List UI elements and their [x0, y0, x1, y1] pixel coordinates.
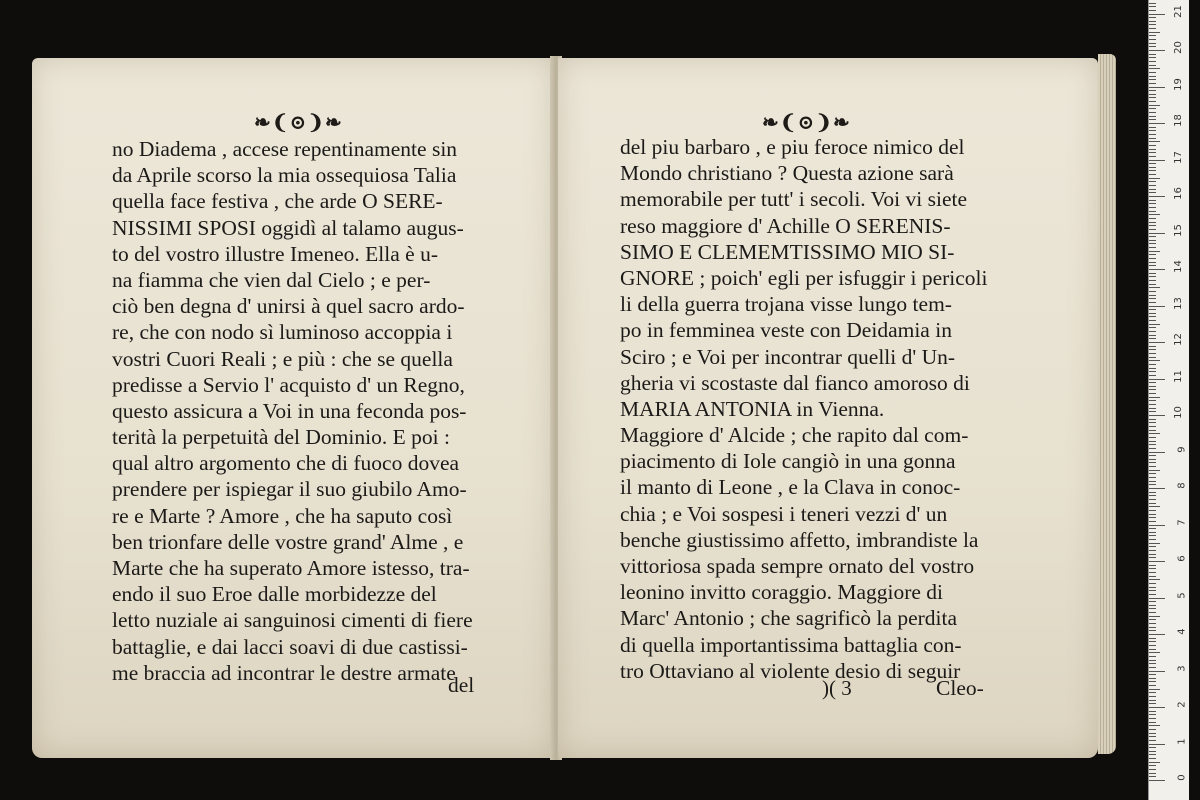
ruler-tick	[1149, 138, 1156, 139]
ruler-tick	[1149, 576, 1156, 577]
ruler-mark-label: 7	[1176, 518, 1188, 526]
ruler-tick	[1149, 473, 1156, 474]
ruler-tick	[1149, 43, 1156, 44]
text-line: Mondo christiano ? Questa azione sarà	[620, 161, 954, 186]
ruler-tick	[1149, 320, 1156, 321]
ruler-tick	[1149, 733, 1156, 734]
ruler-tick	[1149, 696, 1156, 697]
ruler-tick	[1149, 430, 1156, 431]
ruler-mark-label: 6	[1176, 555, 1188, 562]
ruler-tick	[1149, 448, 1156, 449]
ruler-tick	[1149, 754, 1156, 755]
text-line: ciò ben degna d' unirsi à quel sacro ardo-	[112, 294, 465, 319]
ruler-tick	[1149, 247, 1156, 248]
ruler-tick	[1149, 262, 1156, 263]
ruler-tick	[1149, 6, 1156, 7]
ruler-tick	[1149, 619, 1156, 620]
ruler-mark-label: 2	[1176, 701, 1188, 708]
ruler-tick	[1149, 539, 1156, 540]
ruler-tick	[1149, 331, 1156, 332]
ruler-tick	[1149, 718, 1156, 719]
ruler-tick	[1149, 470, 1160, 471]
ruler-mark-label: 19	[1173, 77, 1185, 91]
ruler-tick	[1149, 203, 1156, 204]
ruler-tick	[1149, 623, 1156, 624]
ruler-mark-label: 21	[1173, 4, 1185, 18]
ruler-tick	[1149, 364, 1156, 365]
ruler-tick	[1149, 149, 1156, 150]
ruler-tick	[1149, 736, 1156, 737]
ruler-tick	[1149, 3, 1156, 4]
ruler-tick	[1149, 462, 1156, 463]
ruler-tick	[1149, 123, 1165, 124]
text-line: GNORE ; poich' egli per isfuggir i pericoli	[620, 265, 988, 290]
ruler-tick	[1149, 229, 1156, 230]
ruler-tick	[1149, 678, 1156, 679]
ruler-tick	[1149, 276, 1156, 277]
ruler-tick	[1149, 200, 1156, 201]
ruler-tick	[1149, 729, 1156, 730]
ruler-mark-label: 11	[1173, 369, 1185, 383]
text-line: questo assicura a Voi in una feconda pos-	[112, 398, 467, 423]
ruler-tick	[1149, 656, 1156, 657]
text-line: NISSIMI SPOSI oggidì al talamo augus-	[112, 215, 464, 240]
ruler-tick	[1149, 594, 1156, 595]
ruler-mark-label: 8	[1176, 482, 1188, 489]
ruler-tick	[1149, 546, 1156, 547]
measuring-ruler	[1148, 0, 1189, 800]
ruler-tick	[1149, 426, 1156, 427]
ruler-tick	[1149, 762, 1160, 763]
ruler-tick	[1149, 68, 1160, 69]
ruler-mark-label: 17	[1173, 150, 1185, 164]
left-header-ornament: ❧❨⊙❩❧	[254, 110, 343, 134]
ruler-tick	[1149, 517, 1156, 518]
ruler-tick	[1149, 601, 1156, 602]
ruler-tick	[1149, 170, 1156, 171]
ruler-tick	[1149, 525, 1165, 526]
ruler-mark-label: 18	[1173, 114, 1185, 127]
ruler-tick	[1149, 393, 1156, 394]
ruler-mark-label: 0	[1176, 774, 1188, 781]
ruler-tick	[1149, 408, 1156, 409]
ruler-tick	[1149, 645, 1156, 646]
ruler-tick	[1149, 152, 1156, 153]
ruler-tick	[1149, 225, 1156, 226]
ruler-tick	[1149, 90, 1156, 91]
signature-mark: )( 3	[822, 676, 852, 700]
ruler-tick	[1149, 181, 1156, 182]
ruler-tick	[1149, 163, 1156, 164]
ruler-tick	[1149, 189, 1156, 190]
ruler-tick	[1149, 211, 1156, 212]
ruler-mark-label: 16	[1173, 187, 1185, 200]
ruler-tick	[1149, 499, 1156, 500]
ruler-tick	[1149, 83, 1156, 84]
text-line: battaglie, e dai lacci soavi di due castissi-	[112, 634, 468, 659]
ruler-tick	[1149, 349, 1156, 350]
text-line: no Diadema , accese repentinamente sin	[112, 137, 458, 161]
text-line: reso maggiore d' Achille O SERENIS-	[620, 213, 951, 238]
ruler-tick	[1149, 652, 1160, 653]
ruler-tick	[1149, 316, 1156, 317]
text-line: Marte che ha superato Amore istesso, tra-	[112, 556, 470, 580]
ruler-mark-label: 1	[1176, 737, 1188, 745]
ruler-mark-label: 13	[1173, 296, 1185, 310]
text-line: to del vostro illustre Imeneo. Ella è u-	[112, 241, 438, 266]
ruler-mark-label: 10	[1173, 406, 1185, 419]
ruler-tick	[1149, 634, 1165, 635]
text-line: li della guerra trojana visse lungo tem-	[620, 292, 952, 317]
ruler-tick	[1149, 39, 1156, 40]
ruler-tick	[1149, 218, 1156, 219]
text-line: chia ; e Voi sospesi i teneri vezzi d' un	[620, 501, 948, 526]
ruler-mark-label: 9	[1176, 445, 1188, 453]
ruler-tick	[1149, 663, 1156, 664]
ruler-tick	[1149, 477, 1156, 478]
ruler-tick	[1149, 492, 1156, 493]
text-line: Sciro ; e Voi per incontrar quelli d' Un-	[620, 344, 956, 369]
text-line: SIMO E CLEMEMTISSIMO MIO SI-	[620, 239, 955, 264]
ruler-tick	[1149, 335, 1156, 336]
ruler-tick	[1149, 422, 1156, 423]
ruler-tick	[1149, 587, 1156, 588]
ruler-tick	[1149, 112, 1156, 113]
ruler-tick	[1149, 441, 1156, 442]
ruler-tick	[1149, 119, 1156, 120]
text-line: di quella importantissima battaglia con-	[620, 632, 962, 657]
ruler-tick	[1149, 535, 1156, 536]
left-catchword: del	[448, 673, 475, 697]
ruler-tick	[1149, 101, 1156, 102]
ruler-tick	[1149, 528, 1156, 529]
ruler-tick	[1149, 711, 1156, 712]
ruler-tick	[1149, 371, 1156, 372]
ruler-tick	[1149, 583, 1156, 584]
ruler-tick	[1149, 265, 1156, 266]
ruler-tick	[1149, 692, 1156, 693]
right-catchword: Cleo-	[936, 676, 984, 700]
ruler-tick	[1149, 254, 1156, 255]
ruler-tick	[1149, 532, 1156, 533]
ruler-tick	[1149, 608, 1156, 609]
text-line: endo il suo Eroe dalle morbidezze del	[112, 582, 437, 607]
ruler-tick	[1149, 368, 1156, 369]
ruler-tick	[1149, 419, 1156, 420]
ruler-tick	[1149, 455, 1156, 456]
ruler-tick	[1149, 495, 1156, 496]
ruler-tick	[1149, 415, 1165, 416]
text-line: piacimento di Iole cangiò in una gonna	[620, 449, 956, 474]
ruler-tick	[1149, 411, 1156, 412]
ruler-tick	[1149, 667, 1156, 668]
ruler-tick	[1149, 722, 1156, 723]
ruler-tick	[1149, 674, 1156, 675]
ruler-tick	[1149, 780, 1165, 781]
text-line: da Aprile scorso la mia ossequiosa Talia	[112, 163, 457, 188]
ruler-tick	[1149, 174, 1156, 175]
ruler-tick	[1149, 360, 1160, 361]
ruler-tick	[1149, 141, 1160, 142]
ruler-tick	[1149, 280, 1156, 281]
ruler-tick	[1149, 579, 1160, 580]
ruler-tick	[1149, 714, 1156, 715]
open-book	[22, 50, 1122, 762]
ruler-tick	[1149, 510, 1156, 511]
ruler-tick	[1149, 389, 1156, 390]
ruler-tick	[1149, 557, 1156, 558]
ruler-tick	[1149, 459, 1156, 460]
ruler-tick	[1149, 357, 1156, 358]
ruler-tick	[1149, 130, 1156, 131]
ruler-tick	[1149, 641, 1156, 642]
ruler-tick	[1149, 72, 1156, 73]
ruler-tick	[1149, 700, 1156, 701]
text-line: tro Ottaviano al violente desio di seguir	[620, 658, 961, 683]
text-line: na fiamma che vien dal Cielo ; e per-	[112, 267, 431, 292]
ruler-tick	[1149, 744, 1165, 745]
ruler-tick	[1149, 444, 1156, 445]
ruler-tick	[1149, 514, 1156, 515]
ruler-mark-label: 15	[1173, 223, 1185, 237]
ruler-tick	[1149, 298, 1156, 299]
ruler-tick	[1149, 550, 1156, 551]
text-line: po in femminea veste con Deidamia in	[620, 318, 952, 343]
ruler-mark-label: 3	[1176, 664, 1188, 672]
ruler-tick	[1149, 273, 1156, 274]
ruler-tick	[1149, 57, 1156, 58]
text-line: quella face festiva , che arde O SERE-	[112, 189, 443, 214]
text-line: me braccia ad incontrar le destre armate	[112, 660, 456, 685]
ruler-tick	[1149, 342, 1165, 343]
ruler-tick	[1149, 65, 1156, 66]
ruler-tick	[1149, 590, 1156, 591]
ruler-tick	[1149, 54, 1156, 55]
ruler-tick	[1149, 572, 1156, 573]
ruler-tick	[1149, 46, 1156, 47]
ruler-tick	[1149, 671, 1165, 672]
ruler-tick	[1149, 306, 1165, 307]
ruler-tick	[1149, 196, 1165, 197]
ruler-tick	[1149, 568, 1156, 569]
ruler-mark-label: 5	[1176, 591, 1188, 599]
ruler-tick	[1149, 353, 1156, 354]
text-line: vittoriosa spada sempre ornato del vostro	[620, 554, 975, 578]
ruler-tick	[1149, 251, 1160, 252]
text-line: MARIA ANTONIA in Vienna.	[620, 396, 885, 421]
ruler-tick	[1149, 598, 1165, 599]
ruler-tick	[1149, 105, 1160, 106]
ruler-tick	[1149, 616, 1160, 617]
text-line: gheria vi scostaste dal fianco amoroso di	[620, 370, 970, 395]
ruler-tick	[1149, 751, 1156, 752]
ruler-mark-label: 14	[1173, 260, 1185, 273]
ruler-tick	[1149, 375, 1156, 376]
ruler-tick	[1149, 295, 1156, 296]
text-line: letto nuziale ai sanguinosi cimenti di fiere	[112, 608, 473, 633]
ruler-tick	[1149, 97, 1156, 98]
ruler-tick	[1149, 466, 1156, 467]
text-line: leonino invitto coraggio. Maggiore di	[620, 580, 944, 605]
text-line: benche giustissimo affetto, imbrandiste la	[620, 527, 979, 552]
ruler-tick	[1149, 167, 1156, 168]
right-page-text	[620, 134, 1050, 684]
ruler-tick	[1149, 14, 1165, 15]
ruler-tick	[1149, 506, 1160, 507]
text-line: qual altro argomento che di fuoco dovea	[112, 451, 460, 476]
ruler-tick	[1149, 324, 1160, 325]
ruler-tick	[1149, 397, 1160, 398]
ruler-tick	[1149, 116, 1156, 117]
ruler-tick	[1149, 313, 1156, 314]
ruler-tick	[1149, 178, 1160, 179]
text-line: Marc' Antonio ; che sagrificò la perdita	[620, 606, 958, 631]
ruler-tick	[1149, 61, 1156, 62]
ruler-tick	[1149, 747, 1156, 748]
right-header-ornament: ❧❨⊙❩❧	[762, 110, 851, 134]
ruler-tick	[1149, 649, 1156, 650]
ruler-tick	[1149, 17, 1156, 18]
ruler-mark-label: 12	[1173, 333, 1185, 346]
ruler-tick	[1149, 207, 1156, 208]
text-line: vostri Cuori Reali ; e più : che se quella	[112, 346, 453, 371]
ruler-tick	[1149, 452, 1165, 453]
text-line: re, che con nodo sì luminoso accoppia i	[112, 320, 453, 345]
ruler-tick	[1149, 554, 1156, 555]
ruler-tick	[1149, 214, 1160, 215]
ruler-tick	[1149, 382, 1156, 383]
ruler-tick	[1149, 32, 1160, 33]
ruler-tick	[1149, 76, 1156, 77]
text-line: del piu barbaro , e piu feroce nimico del	[620, 135, 965, 159]
left-page-text	[112, 136, 532, 686]
text-line: ben trionfare delle vostre grand' Alme , e	[112, 529, 464, 554]
ruler-tick	[1149, 50, 1165, 51]
ruler-tick	[1149, 79, 1156, 80]
ruler-tick	[1149, 284, 1156, 285]
ruler-tick	[1149, 236, 1156, 237]
ruler-tick	[1149, 776, 1156, 777]
ruler-tick	[1149, 630, 1156, 631]
ruler-tick	[1149, 108, 1156, 109]
ruler-tick	[1149, 503, 1156, 504]
ruler-tick	[1149, 87, 1165, 88]
text-line: Maggiore d' Alcide ; che rapito dal com-	[620, 423, 969, 448]
ruler-tick	[1149, 725, 1160, 726]
ruler-tick	[1149, 287, 1160, 288]
ruler-tick	[1149, 379, 1165, 380]
ruler-tick	[1149, 565, 1156, 566]
text-line: prendere per ispiegar il suo giubilo Amo-	[112, 477, 467, 502]
ruler-tick	[1149, 233, 1165, 234]
ruler-tick	[1149, 481, 1156, 482]
ruler-tick	[1149, 758, 1156, 759]
ruler-tick	[1149, 404, 1156, 405]
ruler-tick	[1149, 28, 1156, 29]
text-line: terità la perpetuità del Dominio. E poi :	[112, 425, 450, 450]
ruler-tick	[1149, 740, 1156, 741]
ruler-tick	[1149, 638, 1156, 639]
ruler-tick	[1149, 386, 1156, 387]
ruler-tick	[1149, 627, 1156, 628]
ruler-tick	[1149, 660, 1156, 661]
ruler-tick	[1149, 773, 1156, 774]
right-page	[558, 58, 1098, 758]
ruler-tick	[1149, 543, 1160, 544]
ruler-tick	[1149, 437, 1156, 438]
ruler-tick	[1149, 488, 1165, 489]
ruler-tick	[1149, 346, 1156, 347]
ruler-tick	[1149, 21, 1156, 22]
ruler-tick	[1149, 685, 1156, 686]
ruler-tick	[1149, 689, 1160, 690]
ruler-tick	[1149, 10, 1156, 11]
ruler-tick	[1149, 185, 1156, 186]
ruler-tick	[1149, 127, 1156, 128]
ruler-tick	[1149, 707, 1165, 708]
ruler-tick	[1149, 243, 1156, 244]
ruler-tick	[1149, 309, 1156, 310]
ruler-tick	[1149, 134, 1156, 135]
left-page	[32, 58, 554, 758]
ruler-tick	[1149, 681, 1156, 682]
text-line: predisse a Servio l' acquisto d' un Regno,	[112, 372, 465, 397]
ruler-tick	[1149, 612, 1156, 613]
ruler-tick	[1149, 521, 1156, 522]
ruler-tick	[1149, 765, 1156, 766]
ruler-tick	[1149, 145, 1156, 146]
ruler-tick	[1149, 400, 1156, 401]
page-edges	[1098, 54, 1116, 754]
ruler-tick	[1149, 769, 1156, 770]
ruler-tick	[1149, 222, 1156, 223]
ruler-tick	[1149, 269, 1165, 270]
ruler-tick	[1149, 302, 1156, 303]
ruler-tick	[1149, 338, 1156, 339]
ruler-mark-label: 4	[1176, 628, 1188, 635]
ruler-tick	[1149, 327, 1156, 328]
text-line: il manto di Leone , e la Clava in conoc-	[620, 475, 961, 500]
ruler-tick	[1149, 24, 1156, 25]
ruler-tick	[1149, 484, 1156, 485]
ruler-tick	[1149, 160, 1165, 161]
ruler-mark-label: 20	[1173, 41, 1185, 54]
ruler-tick	[1149, 156, 1156, 157]
ruler-tick	[1149, 605, 1156, 606]
ruler-tick	[1149, 240, 1156, 241]
ruler-tick	[1149, 35, 1156, 36]
ruler-tick	[1149, 703, 1156, 704]
ruler-tick	[1149, 192, 1156, 193]
ruler-tick	[1149, 291, 1156, 292]
text-line: re e Marte ? Amore , che ha saputo così	[112, 503, 453, 528]
ruler-tick	[1149, 94, 1156, 95]
ruler-tick	[1149, 258, 1156, 259]
text-line: memorabile per tutt' i secoli. Voi vi siete	[620, 187, 968, 212]
ruler-tick	[1149, 561, 1165, 562]
ruler-tick	[1149, 433, 1160, 434]
